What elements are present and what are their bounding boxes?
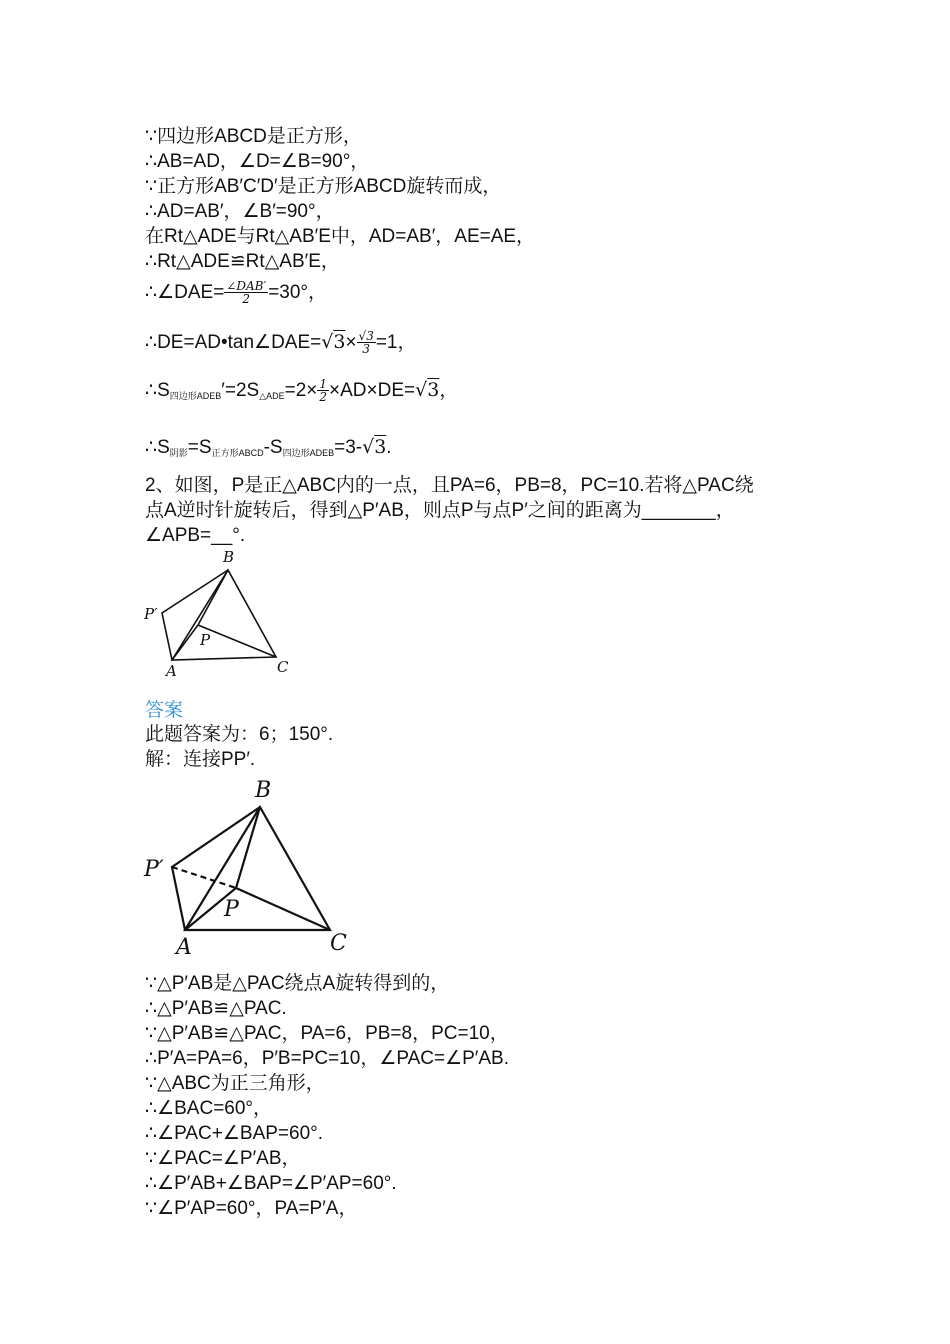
triangle-pab-sides bbox=[172, 807, 260, 930]
text-line: ∴AB=AD，∠D=∠B=90°， bbox=[145, 151, 370, 172]
formula-text: × bbox=[345, 332, 357, 354]
answer-text: 解：连接PP′. bbox=[145, 749, 256, 770]
fraction bbox=[317, 378, 329, 404]
triangle-figure-small bbox=[140, 545, 300, 680]
solution-line: ∵△P′AB≌△PAC，PA=6，PB=8，PC=10， bbox=[145, 1023, 509, 1044]
formula-text: ′=2S bbox=[221, 380, 260, 402]
fraction-numerator: ∠DAB′ bbox=[226, 279, 267, 293]
triangle-figure-large bbox=[140, 772, 360, 962]
label-p-prime: P′ bbox=[144, 857, 164, 882]
subscript: 阴影 bbox=[169, 448, 188, 458]
formula-text: =S bbox=[187, 437, 212, 458]
segment-pp-prime-dashed bbox=[172, 867, 236, 888]
label-c: C bbox=[277, 658, 289, 676]
formula-text: =3- bbox=[334, 437, 363, 458]
formula-text: ∴S bbox=[145, 437, 170, 458]
solution-line: ∵∠P′AP=60°，PA=P′A， bbox=[145, 1198, 358, 1219]
label-c: C bbox=[330, 931, 347, 956]
text-line: ∵四边形ABCD是正方形， bbox=[145, 126, 362, 147]
fraction-denominator: 3 bbox=[362, 342, 370, 356]
label-b: B bbox=[223, 548, 235, 566]
formula-line bbox=[145, 435, 392, 462]
fraction bbox=[357, 330, 376, 356]
triangle-abc bbox=[172, 570, 276, 660]
formula-text: =1， bbox=[375, 332, 417, 354]
formula-text: -S bbox=[263, 437, 283, 458]
solution-line: ∵∠PAC=∠P′AB， bbox=[145, 1148, 301, 1169]
radicand: 3 bbox=[333, 331, 346, 354]
subscript: 四边形ADEB bbox=[282, 448, 335, 458]
radicand: 3 bbox=[374, 436, 387, 458]
segment-pc bbox=[236, 888, 330, 930]
answer-label: 答案 bbox=[145, 700, 184, 721]
figure-lines bbox=[162, 570, 276, 660]
segment-pb bbox=[236, 807, 260, 888]
solution-line: ∵△ABC为正三角形， bbox=[145, 1073, 325, 1094]
triangle-pab-sides bbox=[162, 570, 228, 660]
subscript: △ADE bbox=[259, 391, 285, 402]
solution-line: ∴P′A=PA=6，P′B=PC=10，∠PAC=∠P′AB. bbox=[145, 1048, 509, 1069]
text-line: ∴Rt△ADE≌Rt△AB′E， bbox=[145, 251, 340, 272]
fraction-denominator: 2 bbox=[319, 390, 328, 404]
question-text: 2、如图，P是正△ABC内的一点，且PA=6，PB=8，PC=10.若将△PAC绕 bbox=[145, 475, 754, 496]
sqrt-symbol: √3 bbox=[415, 379, 440, 402]
formula-text: . bbox=[386, 437, 392, 458]
text-line: 在Rt△ADE与Rt△AB′E中，AD=AB′，AE=AE， bbox=[145, 226, 536, 247]
radicand: 3 bbox=[427, 379, 440, 402]
solution-line: ∴∠PAC+∠BAP=60°. bbox=[145, 1123, 324, 1144]
formula-text: =30°， bbox=[268, 282, 328, 304]
formula-line bbox=[145, 378, 458, 405]
sqrt-symbol: √3 bbox=[362, 436, 387, 458]
segment-pb bbox=[198, 570, 228, 625]
figure-lines bbox=[172, 807, 330, 930]
answer-text: 此题答案为：6；150°. bbox=[145, 724, 334, 745]
solution-line: ∴∠P′AB+∠BAP=∠P′AP=60°. bbox=[145, 1173, 397, 1194]
formula-line bbox=[145, 280, 327, 306]
question-text: 点A逆时针旋转后，得到△P′AB，则点P与点P′之间的距离为_______， bbox=[145, 500, 735, 521]
formula-text: =2× bbox=[284, 380, 318, 402]
sqrt-symbol: √3 bbox=[321, 331, 346, 354]
formula-text: ∴DE=AD•tan∠DAE= bbox=[145, 332, 322, 354]
formula-text: ∴∠DAE= bbox=[145, 282, 225, 304]
segment-ap bbox=[172, 625, 198, 660]
question-text: ∠APB=__°. bbox=[145, 525, 246, 546]
label-a: A bbox=[166, 662, 177, 680]
text-line: ∴AD=AB′，∠B′=90°， bbox=[145, 201, 335, 222]
solution-line: ∴∠BAC=60°， bbox=[145, 1098, 273, 1119]
fraction-numerator: 1 bbox=[319, 377, 328, 391]
label-b: B bbox=[255, 778, 272, 803]
label-p-prime: P′ bbox=[144, 605, 158, 623]
formula-text: ∴S bbox=[145, 380, 170, 402]
solution-line: ∵△P′AB是△PAC绕点A旋转得到的， bbox=[145, 973, 450, 994]
subscript: 正方形ABCD bbox=[211, 448, 264, 458]
subscript: 四边形ADEB bbox=[169, 391, 222, 402]
formula-text: ， bbox=[439, 380, 459, 402]
label-p: P bbox=[200, 631, 211, 649]
solution-line: ∴△P′AB≌△PAC. bbox=[145, 998, 287, 1019]
formula-text: ×AD×DE= bbox=[329, 380, 416, 402]
label-a: A bbox=[176, 935, 192, 960]
fraction-denominator: 2 bbox=[242, 292, 251, 306]
fraction bbox=[224, 280, 268, 306]
text-line: ∵正方形AB′C′D′是正方形ABCD旋转而成， bbox=[145, 176, 502, 197]
formula-line bbox=[145, 330, 417, 356]
fraction-numerator: √3 bbox=[358, 329, 374, 343]
label-p: P bbox=[224, 897, 239, 922]
